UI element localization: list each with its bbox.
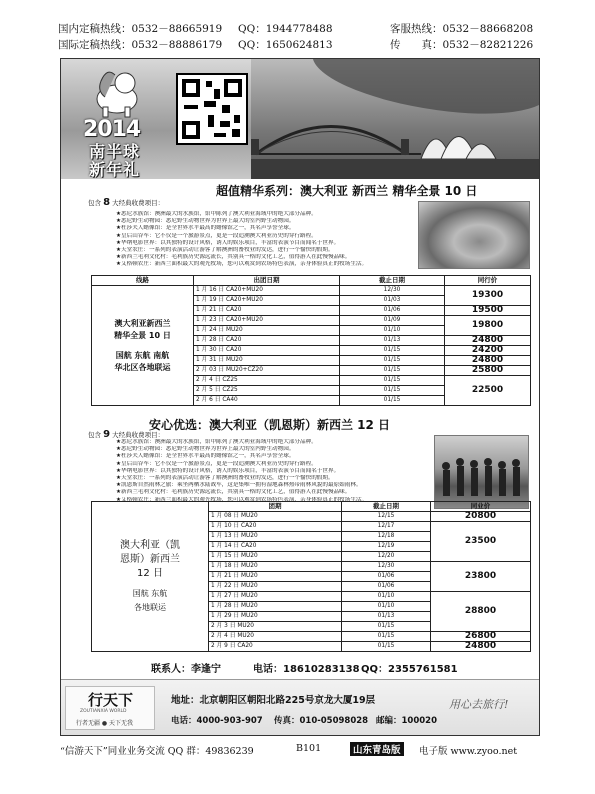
- section1-included: 包含 8 大经典收费项目：: [88, 197, 165, 208]
- deadline-cell: 01/15: [342, 632, 431, 642]
- feature-item: ★杜莎夫人蜡像馆：是全世界水平最高的蜡像馆之一，其名声享誉全球。: [116, 453, 295, 460]
- contact-phone: 电话：18610283138: [253, 664, 360, 675]
- section2-features: [116, 439, 431, 504]
- date-cell: 1 月 22 日 MU20: [209, 582, 342, 592]
- feature-item: ★悉尼野生动物园：悉尼野生动物世界为世界上最大的室内野生动物园。: [116, 446, 295, 453]
- company-address: 地址：北京朝阳区朝阳北路225号京龙大厦19层: [171, 695, 376, 706]
- contact-person: 联系人：李逢宁: [151, 664, 221, 675]
- lake-photo: [418, 201, 530, 269]
- date-cell: 1 月 08 日 MU20: [209, 512, 342, 522]
- date-cell: 1 月 21 日 CA20: [194, 306, 340, 316]
- section1-table: [91, 275, 531, 406]
- intl-hotline: 国际定稿热线：0532－88886179: [58, 39, 223, 51]
- date-cell: 1 月 16 日 CA20+MU20: [194, 286, 340, 296]
- feature-item: ★皇后山谷车：它不仅是一个旅游景点，更是一段追溯澳大利亚历史的穿行路程。: [116, 460, 317, 467]
- price-cell: 24800: [445, 356, 531, 366]
- feature-item: ★艾格顿农庄：新西兰面积最大的观光牧场，您可以观赏到农场特色表演，亲身体验真正的牧场生活。: [116, 496, 368, 503]
- banner-line1: 南半球: [89, 142, 141, 161]
- date-cell: 1 月 28 日 CA20: [194, 336, 340, 346]
- price-cell: 25800: [445, 366, 531, 376]
- col-deadline: 截止日期: [342, 502, 431, 512]
- deadline-cell: 12/30: [342, 562, 431, 572]
- deadline-cell: 01/15: [342, 622, 431, 632]
- date-cell: 1 月 30 日 CA20: [194, 346, 340, 356]
- date-cell: 2 月 03 日 MU20+CZ20: [194, 366, 340, 376]
- col-date: 出团日期: [194, 276, 340, 286]
- logo-tagline: 行者无疆 ● 天下无我: [76, 720, 134, 727]
- date-cell: 2 月 6 日 CA40: [194, 396, 340, 406]
- date-cell: 1 月 31 日 MU20: [194, 356, 340, 366]
- deadline-cell: 01/03: [340, 296, 445, 306]
- table-header: [92, 502, 531, 512]
- deadline-cell: 01/15: [340, 356, 445, 366]
- footer-website[interactable]: 电子版 www.zyoo.net: [419, 746, 518, 757]
- price-cell: 28800: [431, 592, 531, 632]
- col-price: 同业价: [431, 502, 531, 512]
- feature-item: ★悉尼水族馆：澳洲最大的水族馆，馆中陈列了澳大利亚海域中的绝大部分品种。: [116, 211, 317, 217]
- deadline-cell: 01/09: [340, 316, 445, 326]
- maori-performers-photo: [434, 435, 529, 509]
- section1-features: [116, 211, 461, 269]
- date-cell: 1 月 13 日 MU20: [209, 532, 342, 542]
- route-cell: 澳大利亚（凯 恩斯）新西兰 12 日 国航 东航 各地联运: [92, 502, 209, 652]
- fax-number: 传 真：0532－82821226: [390, 39, 534, 51]
- date-cell: 2 月 9 日 CA20: [209, 642, 342, 652]
- feature-item: ★新西兰毛利文化村：毛利族历史源远流长，其别具一格的文化工艺，值得游人在此慢慢品味。: [116, 489, 351, 496]
- feature-item: ★皇后山谷车：它不仅是一个旅游景点，更是一段追溯澳大利亚历史的穿行路程。: [116, 232, 317, 239]
- price-cell: 24200: [445, 346, 531, 356]
- edition-badge: 山东青岛版: [350, 742, 404, 756]
- deadline-cell: 01/13: [342, 612, 431, 622]
- company-phone: 电话：4000-903-907: [171, 716, 263, 726]
- deadline-cell: 01/15: [340, 376, 445, 386]
- date-cell: 1 月 28 日 MU20: [209, 602, 342, 612]
- table-header: [92, 276, 531, 286]
- deadline-cell: 01/15: [342, 642, 431, 652]
- deadline-cell: 12/30: [340, 286, 445, 296]
- intl-qq: QQ：1650624813: [238, 39, 333, 51]
- service-hotline: 客服热线：0532－88668208: [390, 23, 534, 35]
- company-fax: 传真：010-05098028: [274, 716, 369, 726]
- footer-qq-group: “信游天下”同业业务交流 QQ 群：49836239: [60, 746, 254, 757]
- date-cell: 2 月 4 日 CZ25: [194, 376, 340, 386]
- price-cell: 20800: [431, 512, 531, 522]
- deadline-cell: 01/15: [340, 396, 445, 406]
- price-cell: 23800: [431, 562, 531, 592]
- date-cell: 1 月 15 日 MU20: [209, 552, 342, 562]
- feature-item: ★杜莎夫人蜡像馆：是全世界水平最高的蜡像馆之一，其名声享誉全球。: [116, 225, 295, 232]
- deadline-cell: 01/10: [340, 326, 445, 336]
- deadline-cell: 12/19: [342, 542, 431, 552]
- domestic-qq: QQ：1944778488: [238, 23, 333, 35]
- date-cell: 1 月 23 日 CA20+MU20: [194, 316, 340, 326]
- company-slogan: 用心去旅行!: [449, 698, 509, 711]
- col-route: 线路: [92, 276, 194, 286]
- date-cell: 1 月 21 日 MU20: [209, 572, 342, 582]
- deadline-cell: 01/06: [342, 582, 431, 592]
- deadline-cell: 01/06: [340, 306, 445, 316]
- price-cell: 26800: [431, 632, 531, 642]
- feature-item: ★悉尼野生动物园：悉尼野生动物世界为世界上最大的室内野生动物园。: [116, 218, 295, 225]
- date-cell: 2 月 3 日 MU20: [209, 622, 342, 632]
- col-date: 团期: [209, 502, 342, 512]
- feature-item: ★悉尼水族馆：澳洲最大的水族馆，馆中陈列了澳大利亚海域中的绝大部分品种。: [116, 439, 317, 445]
- price-cell: 24800: [445, 336, 531, 346]
- feature-item: ★新西兰毛利文化村：毛利族历史源远流长，其别具一格的文化工艺，值得游人在此慢慢品味。: [116, 254, 351, 261]
- ad-frame: [60, 58, 540, 736]
- price-cell: 19500: [445, 306, 531, 316]
- contact-qq: QQ：2355761581: [361, 664, 458, 675]
- deadline-cell: 01/10: [342, 602, 431, 612]
- page-number: B101: [296, 743, 322, 754]
- deadline-cell: 12/18: [342, 532, 431, 542]
- banner: [61, 59, 539, 179]
- feature-item: ★华纳电影世界：以其独特的设计风格，诱人的娱乐项目，丰富的表演节目而闻名于世界。: [116, 467, 340, 474]
- price-cell: 19800: [445, 316, 531, 336]
- company-footer: [61, 679, 539, 735]
- deadline-cell: 12/20: [342, 552, 431, 562]
- feature-item: ★艾格顿农庄：新西兰面积最大的观光牧场，您可以观赏到农场特色表演，亲身体验真正的牧场生活。: [116, 261, 368, 268]
- section2-title: 安心优选：澳大利亚（凯恩斯）新西兰 12 日: [149, 418, 391, 432]
- date-cell: 1 月 24 日 MU20: [194, 326, 340, 336]
- deadline-cell: 01/10: [342, 592, 431, 602]
- price-cell: 19300: [445, 286, 531, 306]
- table-row: [92, 286, 531, 296]
- banner-line2: 新年礼: [89, 160, 141, 179]
- qr-code-icon[interactable]: [176, 73, 248, 145]
- feature-item: ★华纳电影世界：以其独特的设计风格，诱人的娱乐项目，丰富的表演节目而闻名于世界。: [116, 239, 340, 246]
- deadline-cell: 01/13: [340, 336, 445, 346]
- section2-table: [91, 501, 531, 652]
- company-zip: 邮编：100020: [376, 716, 437, 726]
- deadline-cell: 12/15: [342, 512, 431, 522]
- deadline-cell: 01/06: [342, 572, 431, 582]
- horse-mascot-icon: [87, 67, 147, 119]
- feature-item: ★天堂农庄：一系列的表演活动让游客了解澳洲的畜牧业的发达，进行一个愉快的假期。: [116, 475, 334, 482]
- price-cell: 24800: [431, 642, 531, 652]
- price-cell: 22500: [445, 376, 531, 406]
- deadline-cell: 01/15: [340, 386, 445, 396]
- logo-text: 行天下: [88, 691, 134, 709]
- date-cell: 1 月 27 日 MU20: [209, 592, 342, 602]
- domestic-hotline: 国内定稿热线：0532－88665919: [58, 23, 223, 35]
- date-cell: 1 月 29 日 MU20: [209, 612, 342, 622]
- section1-title: 超值精华系列：澳大利亚 新西兰 精华全景 10 日: [216, 184, 478, 198]
- price-cell: 23500: [431, 522, 531, 562]
- col-deadline: 截止日期: [340, 276, 445, 286]
- date-cell: 1 月 10 日 CA20: [209, 522, 342, 532]
- logo-english: ZOUTIANXIA WORLD: [80, 709, 127, 714]
- col-price: 同行价: [445, 276, 531, 286]
- date-cell: 1 月 19 日 CA20+MU20: [194, 296, 340, 306]
- feature-item: ★天堂农庄：一系列的表演活动让游客了解澳洲的畜牧业的发达，进行一个愉快的假期。: [116, 247, 334, 254]
- deadline-cell: 01/15: [340, 346, 445, 356]
- date-cell: 1 月 14 日 CA20: [209, 542, 342, 552]
- banner-year: 2014: [83, 117, 141, 142]
- deadline-cell: 01/15: [340, 366, 445, 376]
- date-cell: 1 月 18 日 MU20: [209, 562, 342, 572]
- date-cell: 2 月 4 日 MU20: [209, 632, 342, 642]
- section2-included: 包含 9 大经典收费项目：: [88, 429, 165, 440]
- route-cell: 澳大利亚新西兰 精华全景 10 日 国航 东航 南航 华北区各地联运: [92, 286, 194, 406]
- deadline-cell: 12/17: [342, 522, 431, 532]
- date-cell: 2 月 5 日 CZ25: [194, 386, 340, 396]
- company-logo: [65, 686, 155, 730]
- feature-item: ★凯恩斯自然雨林之旅：乘坐两栖水陆战车，这是集唯一拥有湿地森林热带雨林风貌的最原始雨林。: [116, 482, 362, 489]
